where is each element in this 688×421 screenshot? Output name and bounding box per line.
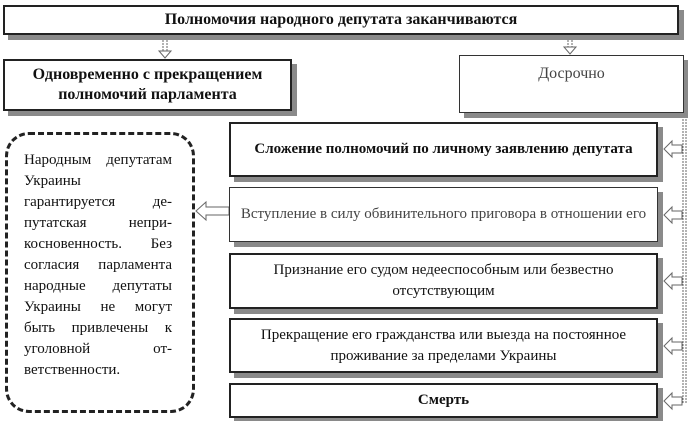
ground-resignation: Сложение полномочий по личному заявлению депутата: [229, 122, 658, 177]
branch-early: Досрочно: [459, 55, 684, 113]
arrowhead-down: [564, 47, 576, 54]
immunity-note: Народным депутатам Украины гарантируется депутатская неприкосновенность. Без согласия парламента народные депутаты Украины не могут быть привлечены к уголовной ответственности.: [5, 132, 195, 413]
branch-simultaneous: Одновременно с прекращением полномочий парламента: [3, 59, 292, 111]
ground-citizenship-loss: Прекращение его гражданства или выезда на постоянное проживание за пределами Украины: [229, 318, 658, 373]
arrowhead-down: [159, 51, 171, 58]
item-arrows: [664, 141, 682, 409]
ground-death: Смерть: [229, 383, 658, 418]
arrow-to-immunity-note: [196, 202, 229, 220]
ground-incapacity: Признание его судом недееспособным или безвестно отсутствующим: [229, 253, 658, 309]
ground-conviction: Вступление в силу обвинительного приговора в отношении его: [229, 187, 658, 242]
diagram-title: Полномочия народного депутата заканчиваются: [3, 5, 679, 35]
